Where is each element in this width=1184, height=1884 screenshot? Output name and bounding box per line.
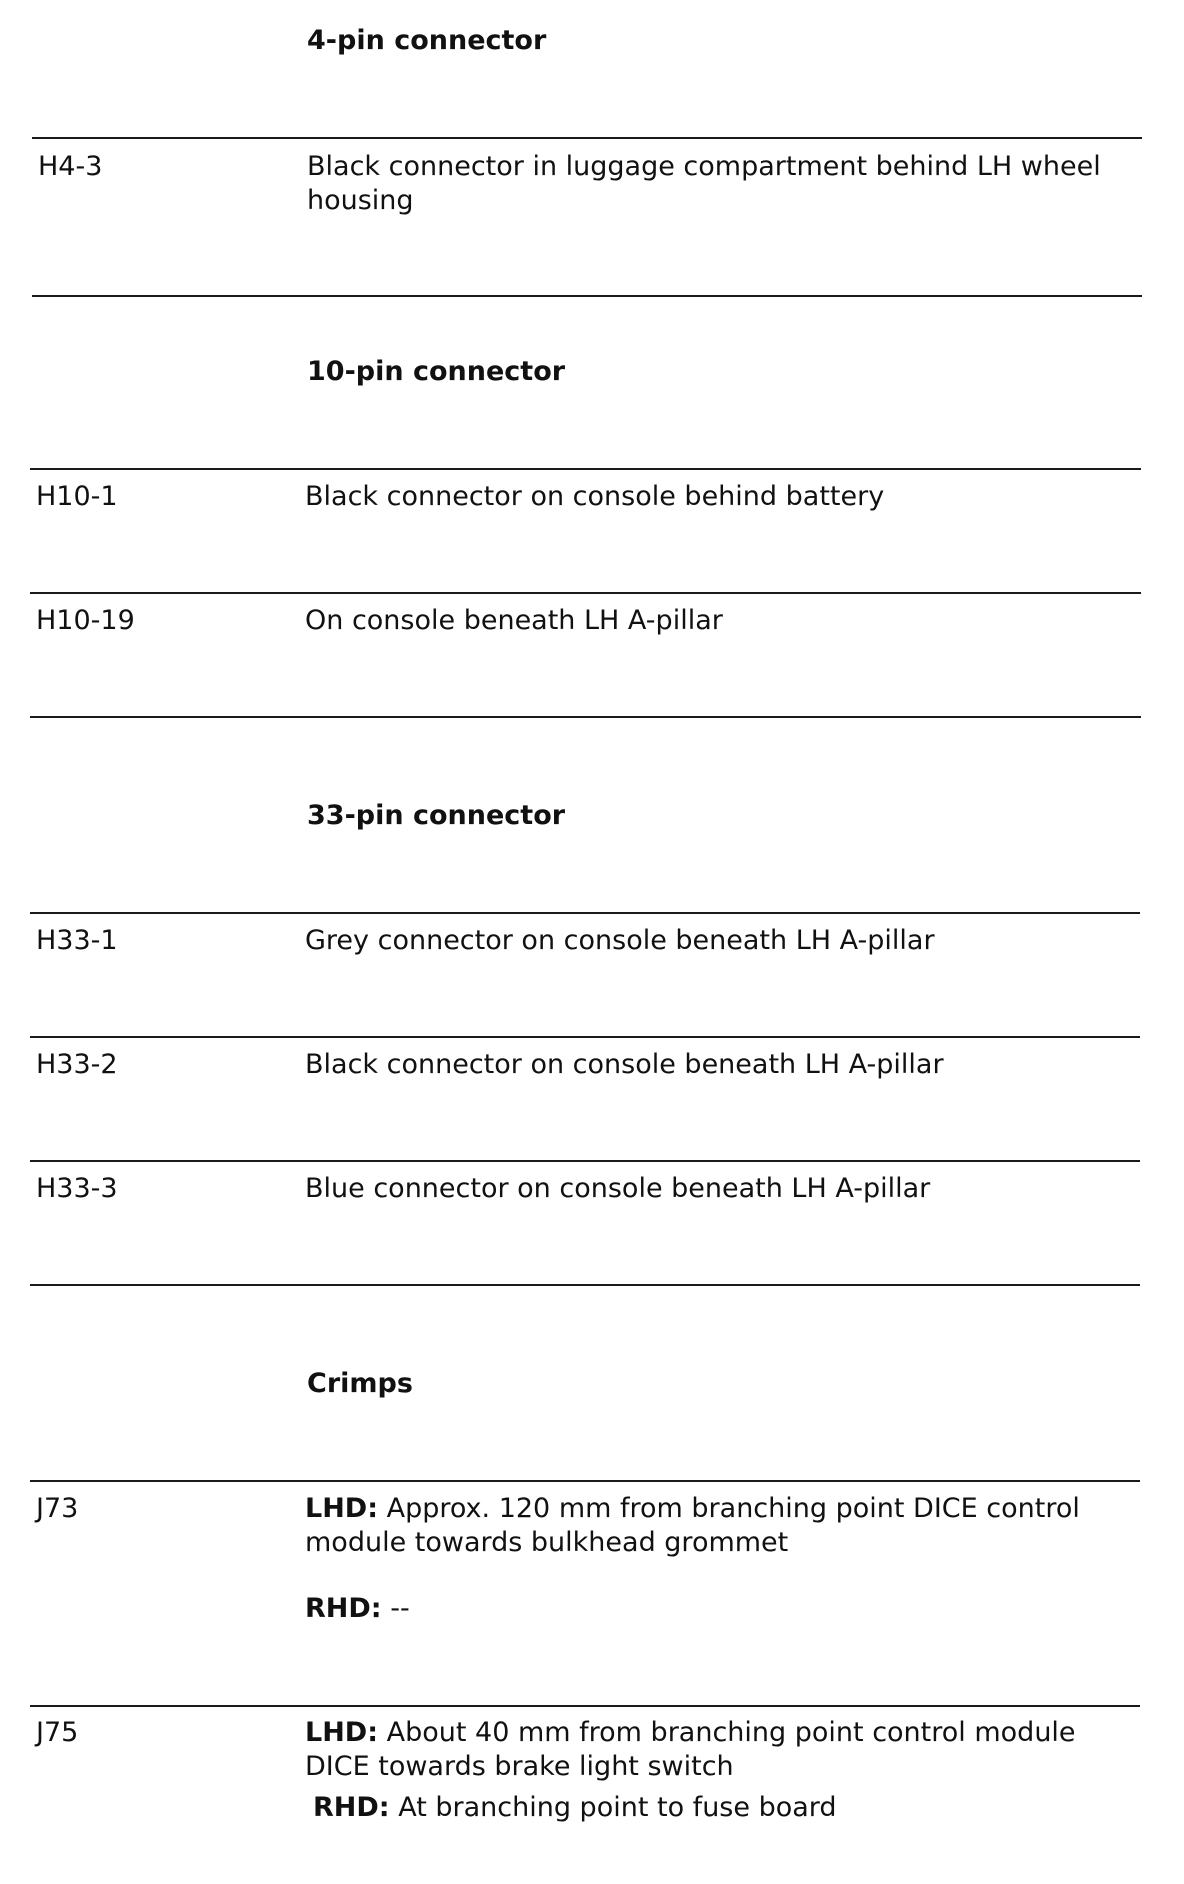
row-divider [30, 1036, 1140, 1038]
row-divider [32, 137, 1142, 139]
section-heading-4-pin: 4-pin connector [307, 25, 547, 56]
section-heading-10-pin: 10-pin connector [307, 356, 566, 387]
row-divider [30, 1160, 1140, 1162]
lhd-label: LHD: [305, 1493, 379, 1524]
crimp-rhd-description [313, 1791, 1153, 1825]
connector-description: Black connector on console beneath LH A-pillar [305, 1049, 944, 1080]
lhd-text: About 40 mm from branching point control module DICE towards brake light switch [305, 1717, 1076, 1782]
crimp-lhd-description [305, 1716, 1140, 1784]
row-divider [32, 295, 1142, 297]
section-heading-crimps: Crimps [307, 1368, 413, 1399]
connector-description: Grey connector on console beneath LH A-pillar [305, 925, 935, 956]
crimp-lhd-description [305, 1492, 1140, 1560]
lhd-text: Approx. 120 mm from branching point DICE control module towards bulkhead grommet [305, 1493, 1080, 1558]
rhd-text: -- [390, 1593, 410, 1624]
connector-description: On console beneath LH A-pillar [305, 605, 723, 636]
rhd-label: RHD: [305, 1593, 382, 1624]
connector-code: H10-19 [36, 605, 135, 636]
connector-code: H33-2 [36, 1049, 118, 1080]
row-divider [30, 1705, 1140, 1707]
rhd-text: At branching point to fuse board [398, 1792, 837, 1823]
connector-description: Black connector in luggage compartment behind LH wheel housing [307, 151, 1101, 216]
crimp-rhd-description [305, 1592, 1145, 1626]
row-divider [30, 1480, 1140, 1482]
section-heading-33-pin: 33-pin connector [307, 800, 566, 831]
connector-code: H4-3 [38, 151, 103, 182]
lhd-label: LHD: [305, 1717, 379, 1748]
connector-code: H33-1 [36, 925, 118, 956]
connector-description: Blue connector on console beneath LH A-pillar [305, 1173, 931, 1204]
crimp-code: J75 [36, 1717, 79, 1748]
row-divider [30, 592, 1141, 594]
row-divider [30, 1284, 1140, 1286]
row-divider [30, 716, 1141, 718]
rhd-label: RHD: [313, 1792, 390, 1823]
connector-code: H33-3 [36, 1173, 118, 1204]
row-divider [30, 468, 1141, 470]
crimp-code: J73 [36, 1493, 79, 1524]
connector-code: H10-1 [36, 481, 118, 512]
row-divider [30, 912, 1140, 914]
connector-description: Black connector on console behind battery [305, 481, 885, 512]
